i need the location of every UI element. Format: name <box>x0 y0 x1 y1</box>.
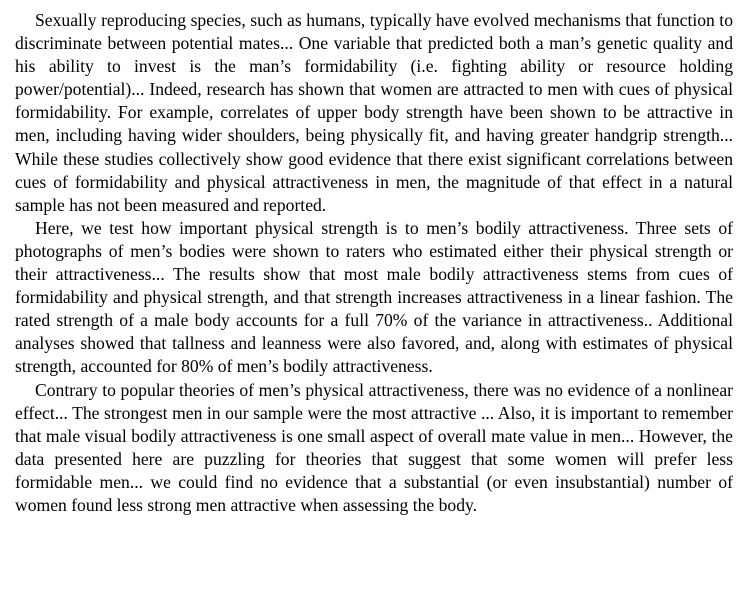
paragraph-strength-study: Here, we test how important physical strength is to men’s bodily attractiveness. Three sets of photographs of men’s bodies were shown to raters who estimated either their physical strength or their attractiveness... The results show that most male bodily attractiveness stems from cues of formidability and physical strength, and that strength increases attractiveness in a linear fashion. The rated strength of a male body accounts for a full 70% of the variance in attractiveness.. Additional analyses showed that tallness and leanness were also favored, and, along with estimates of physical strength, accounted for 80% of men’s bodily attractiveness. <box>15 217 733 377</box>
paragraph-mate-discrimination: Sexually reproducing species, such as humans, typically have evolved mechanisms that function to discriminate between potential mates... One variable that predicted both a man’s genetic quality and his ability to invest is the man’s formidability (i.e. fighting ability or resource holding power/potential)... Indeed, research has shown that women are attracted to men with cues of physical formidability. For example, correlates of upper body strength have been shown to be attractive in men, including having wider shoulders, being physically fit, and having greater handgrip strength... While these studies collectively show good evidence that there exist significant correlations between cues of formidability and physical attractiveness in men, the magnitude of that effect in a natural sample has not been measured and reported. <box>15 10 733 215</box>
paragraph-conclusions: Contrary to popular theories of men’s physical attractiveness, there was no evidence of a nonlinear effect... The strongest men in our sample were the most attractive ... Also, it is important to remember that male visual bodily attractiveness is one small aspect of overall mate value in men... However, the data presented here are puzzling for theories that suggest that some women will prefer less formidable men... we could find no evidence that a substantial (or even insubstantial) number of women found less strong men attractive when assessing the body. <box>15 379 733 515</box>
text-passage <box>15 9 733 517</box>
